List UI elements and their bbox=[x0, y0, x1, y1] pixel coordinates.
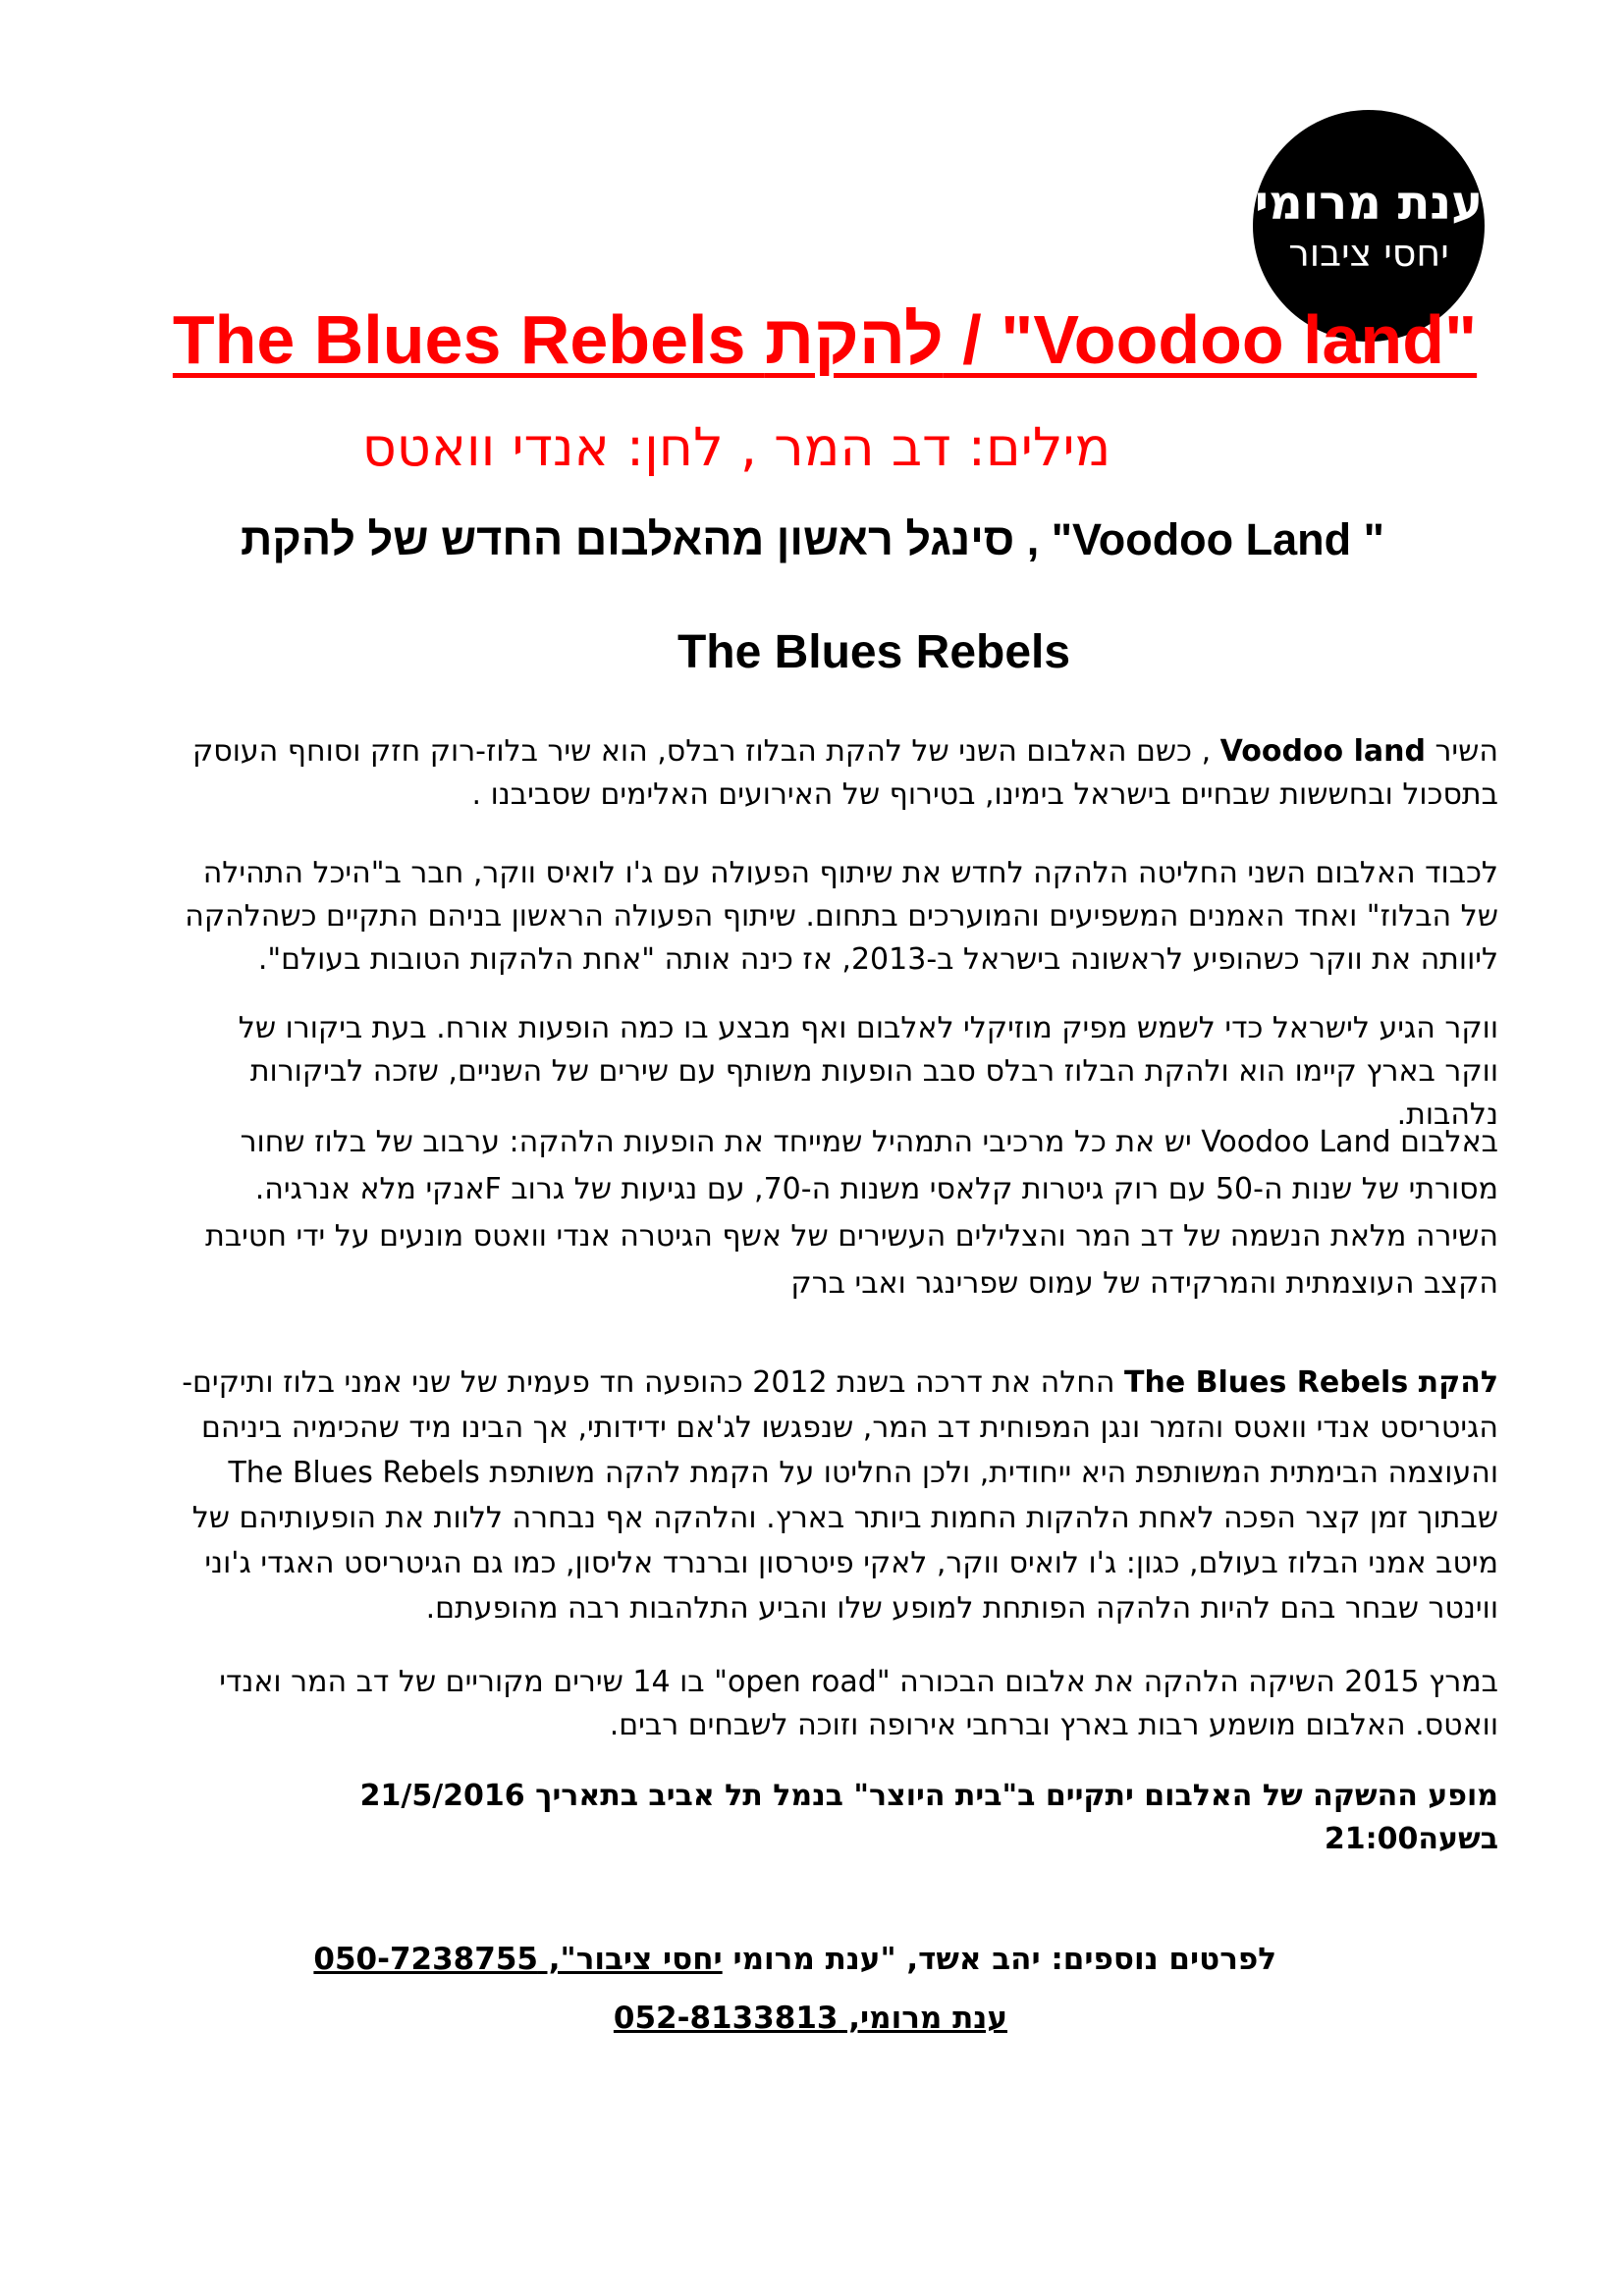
band-name-bold: להקת The Blues Rebels bbox=[1124, 1365, 1498, 1400]
paragraph-band-history bbox=[177, 1361, 1498, 1631]
p7-text: מופע ההשקה של האלבום יתקיים ב"בית היוצר" בנמל תל אביב בתאריך 21/5/2016 בשעה21:00 bbox=[359, 1779, 1498, 1856]
page-title: The Blues Rebels להקת / "Voodoo land" bbox=[172, 301, 1478, 378]
paragraph-debut-album bbox=[177, 1661, 1498, 1747]
paragraph-walker-visit bbox=[177, 1007, 1498, 1137]
p1-lead: השיר bbox=[1425, 734, 1498, 769]
subtitle-line-2: The Blues Rebels bbox=[677, 626, 1071, 678]
p5-rest: החלה את דרכה בשנת 2012 כהופעה חד פעמית של שני אמני בלוז ותיקים- הגיטריסט אנדי וואטס והזמר ונגן המפוחית דב המר, שנפגשו לג'אם ידידותי, אך הבינו מיד שהכימיה ביניהם והעוצמה הבימתית המשותפת היא ייחודית, ולכן החליטו על הקמת להקה משותפת The Blues Rebels שבתוך זמן קצר הפכה לאחת הלהקות החמות ביותר בארץ. והלהקה אף נבחרה ללוות את הופעותיהם של מיטב אמני הבלוז בעולם, כגון: ג'ו לואיס ווקר, לאקי פיטרסון וברנרד אליסון, כמו גם הגיטריסט האגדי ג'וני ווינטר שבחר בהם להיות הלהקה הפותחת למופע שלו והביע התלהבות רבה מהופעתם. bbox=[182, 1365, 1498, 1626]
subtitle-line-1: " Voodoo Land" , סינגל ראשון מהאלבום החדש של להקת bbox=[241, 514, 1384, 564]
p4-text: באלבום Voodoo Land יש את כל מרכיבי התמהיל שמייחד את הופעות הלהקה: ערבוב של בלוז שחור מסורתי של שנות ה-50 עם רוק גיטרות קלאסי משנות ה-70, עם נגיעות של גרוב Fאנקי מלא אנרגיה. השירה מלאת הנשמה של דב המר והצלילים העשירים של אשף הגיטרה אנדי וואטס מונעים על ידי חטיבת הקצב העוצמתית והמרקידה של עמוס שפרינגר ואבי ברק bbox=[205, 1125, 1498, 1301]
logo-name: ענת מרומי bbox=[1254, 176, 1484, 231]
paragraph-collaboration bbox=[177, 852, 1498, 982]
launch-show-announcement bbox=[177, 1775, 1498, 1861]
song-name: Voodoo land bbox=[1219, 734, 1426, 769]
p6-text: במרץ 2015 השיקה הלהקה את אלבום הבכורה "open road" בו 14 שירים מקוריים של דב המר ואנדי וואטס. האלבום מושמע רבות בארץ וברחבי אירופה וזוכה לשבחים רבים. bbox=[219, 1665, 1498, 1742]
contact-line-1 bbox=[313, 1940, 1276, 1979]
p3-text: ווקר הגיע לישראל כדי לשמש מפיק מוזיקלי לאלבום ואף מבצע בו כמה הופעות אורח. בעת ביקורו של ווקר בארץ קיימו הוא ולהקת הבלוז רבלס סבב הופעות משותף עם שירים של השניים, שזכה לביקורות נלהבות. bbox=[238, 1011, 1498, 1132]
contact-phone-link[interactable]: יחסי ציבור", 050-7238755 bbox=[313, 1942, 723, 1977]
contact-line-2[interactable]: ענת מרומי, 052-8133813 bbox=[613, 2001, 1007, 2036]
p1-rest: , כשם האלבום השני של להקת הבלוז רבלס, הוא שיר בלוז-רוק חזק וסוחף העוסק בתסכול ובחששות שבחיים בישראל בימינו, בטירוף של האירועים האלימים שסביבנו . bbox=[191, 734, 1498, 812]
lyrics-credit: מילים: דב המר , לחן: אנדי וואטס bbox=[361, 416, 1111, 478]
logo-tagline: יחסי ציבור bbox=[1288, 232, 1449, 275]
paragraph-song-intro bbox=[177, 730, 1498, 817]
paragraph-album-sound bbox=[177, 1119, 1498, 1308]
p2-text: לכבוד האלבום השני החליטה הלהקה לחדש את שיתוף הפעולה עם ג'ו לואיס ווקר, חבר ב"היכל התהילה של הבלוז" ואחד האמנים המשפיעים והמוערכים בתחום. שיתוף הפעולה הראשון בניהם התקיים כשהלהקה ליוותה את ווקר כשהופיע לראשונה בישראל ב-2013, אז כינה אותה "אחת הלהקות הטובות בעולם". bbox=[185, 856, 1498, 977]
contact-label: לפרטים נוספים: יהב אשד, "ענת מרומי bbox=[722, 1942, 1276, 1977]
